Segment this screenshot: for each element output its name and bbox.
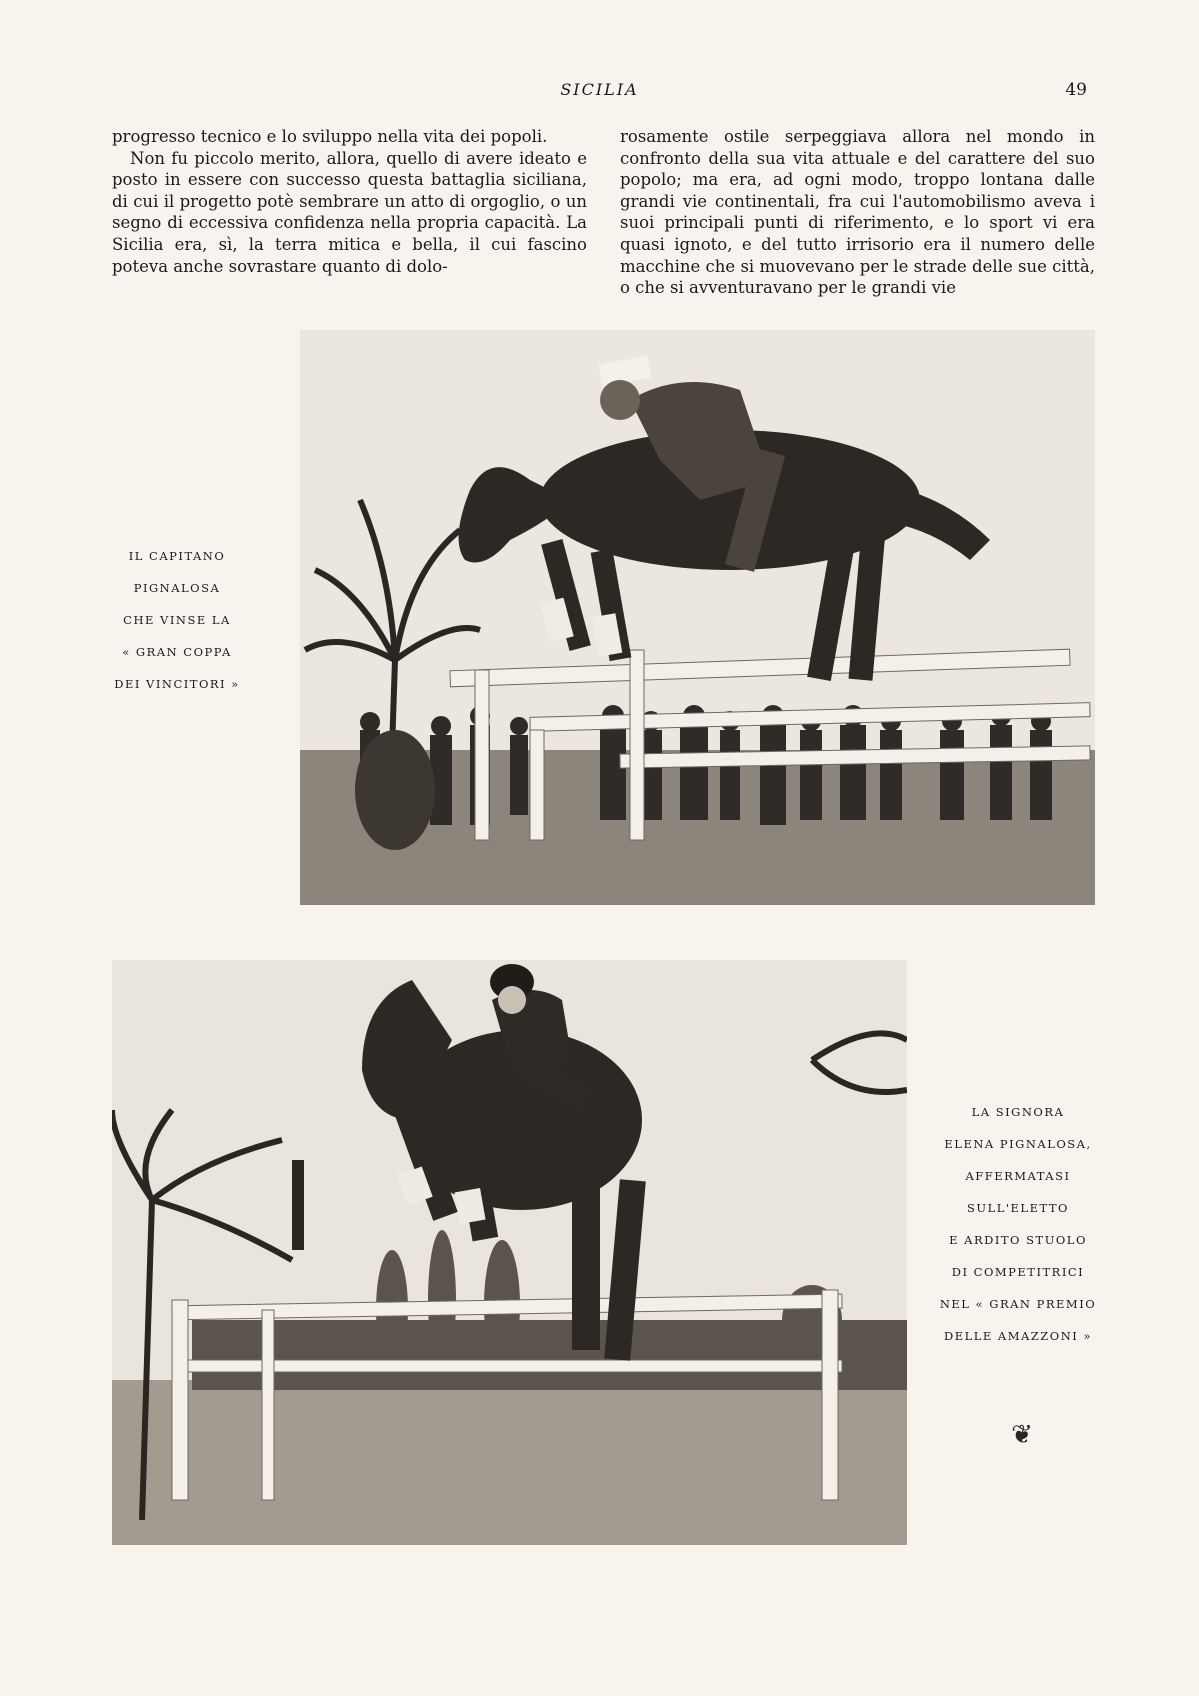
lady-jump-photo [112,960,907,1545]
caption-line: DI COMPETITRICI [951,1265,1085,1279]
caption-line: SULL'ELETTO [967,1201,1069,1215]
caption-line: LA SIGNORA [971,1105,1065,1119]
caption-line: CHE VINSE LA [123,613,231,627]
captain-jump-photo [300,330,1095,905]
page-header-title: SICILIA [560,80,639,99]
captain-photo-caption [92,540,262,700]
horse-jump-photo-art [112,960,907,1545]
page-number: 49 [1065,80,1087,100]
paragraph: Non fu piccolo merito, allora, quello di avere ideato e posto in essere con successo questa battaglia siciliana, di cui il progetto potè sembrare un atto di orgoglio, o un segno di eccessiva confidenza nella propria capacità. La Sicilia era, sì, la terra mitica e bella, il cui fascino poteva anche sovrastare quanto di dolo- [112,148,587,276]
horse-jump-photo-art [300,330,1095,905]
lady-photo-caption [918,1096,1118,1352]
caption-line: E ARDITO STUOLO [949,1233,1087,1247]
left-text-column [112,126,587,277]
ornament-icon: ❦ [1011,1420,1033,1450]
paragraph: progresso tecnico e lo sviluppo nella vita dei popoli. [112,127,548,146]
caption-line: NEL « GRAN PREMIO [939,1297,1097,1311]
paragraph: rosamente ostile serpeggiava allora nel mondo in confronto della sua vita attuale e del carattere del suo popolo; ma era, ad ogni modo, troppo lontana dalle grandi vie continentali, fra cui l'automobilismo aveva i suoi principali punti di riferimento, e lo sport vi era quasi ignoto, e del tutto irrisorio era il numero delle macchine che si muovevano per le strade delle sue città, o che si avventuravano per le grandi vie [620,127,1095,298]
caption-line: AFFERMATASI [965,1169,1071,1183]
right-text-column [620,126,1095,299]
caption-line: DELLE AMAZZONI » [943,1329,1093,1343]
caption-line: DEI VINCITORI » [114,677,240,691]
caption-line: IL CAPITANO [128,549,226,563]
caption-line: ELENA PIGNALOSA, [944,1137,1092,1151]
caption-line: « GRAN COPPA [122,645,232,659]
caption-line: PIGNALOSA [133,581,221,595]
